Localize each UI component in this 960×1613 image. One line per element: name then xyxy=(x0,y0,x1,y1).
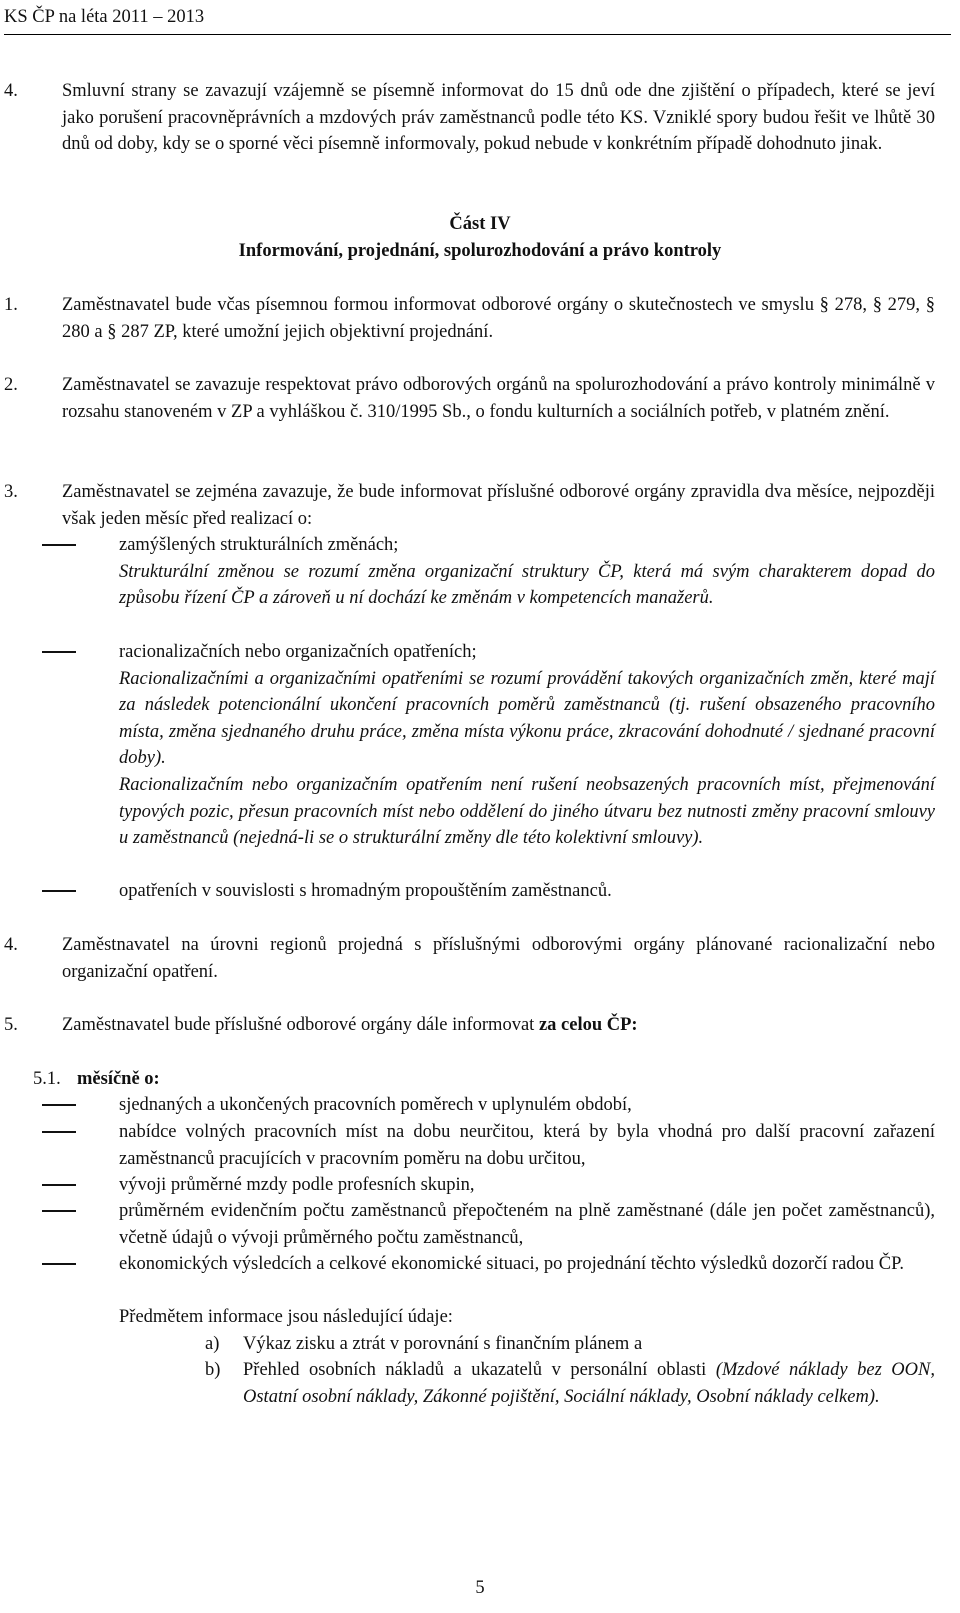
subsection-bullet-4 xyxy=(119,1198,935,1251)
bullet-text: ekonomických výsledcích a celkové ekonomické situaci, po projednání těchto výsledků dozorčí radou ČP. xyxy=(119,1254,905,1274)
bullet-text: racionalizačních nebo organizačních opatřeních; xyxy=(119,642,477,662)
item-b-text: Přehled osobních nákladů a ukazatelů v personální oblasti xyxy=(243,1360,716,1380)
document-header: KS ČP na léta 2011 – 2013 xyxy=(4,7,205,27)
subsection-bullet-2 xyxy=(119,1119,935,1172)
dash-bullet xyxy=(42,1210,76,1212)
paragraph-2-text: Zaměstnavatel se zavazuje respektovat právo odborových orgánů na spolurozhodování a právo kontroly minimálně v rozsahu stanoveném v ZP a vyhláškou č. 310/1995 Sb., o fondu kulturních a sociálních potřeb, v platném znění. xyxy=(62,375,935,422)
bullet-text: sjednaných a ukončených pracovních poměrech v uplynulém období, xyxy=(119,1095,632,1115)
dash-bullet xyxy=(42,1104,76,1106)
section-title: Část IV xyxy=(449,214,511,234)
item-b-italic: (Mzdové náklady bez OON, Ostatní osobní náklady, Zákonné pojištění, Sociální náklady, Osobní náklady celkem). xyxy=(243,1360,935,1407)
dash-bullet xyxy=(42,651,76,653)
bullet-note: Racionalizačním nebo organizačním opatřením není rušení neobsazených pracovních míst, přejmenování typových pozic, přesun pracovních míst nebo oddělení do jiného útvaru bez nutnosti změny pracovní smlouvy u zaměstnanců (nejedná-li se o strukturální změny dle této kolektivní smlouvy). xyxy=(119,774,935,849)
dash-bullet xyxy=(42,544,76,546)
paragraph-4 xyxy=(4,932,935,985)
bullet-text: vývoji průměrné mzdy podle profesních skupin, xyxy=(119,1175,475,1195)
dash-bullet xyxy=(42,1184,76,1186)
section-subtitle: Informování, projednání, spolurozhodování a právo kontroly xyxy=(238,241,722,261)
paragraph-3-bullet-3 xyxy=(119,878,935,905)
header-divider xyxy=(4,34,951,35)
paragraph-1-text: Zaměstnavatel bude včas písemnou formou informovat odborové orgány o skutečnostech ve smyslu § 278, § 279, § 280 a § 287 ZP, které umožní jejich objektivní projednání. xyxy=(62,295,935,342)
paragraph-1-number: 1. xyxy=(4,295,18,315)
subsection-info: Předmětem informace jsou následující údaje: xyxy=(119,1307,453,1327)
dash-bullet xyxy=(42,1131,76,1133)
bullet-text: zamýšlených strukturálních změnách; xyxy=(119,535,399,555)
bullet-text: nabídce volných pracovních míst na dobu neurčitou, která by byla vhodná pro další pracovní zařazení zaměstnanců pracujících v pracovním poměru na dobu určitou, xyxy=(119,1122,935,1169)
bullet-text: průměrném evidenčním počtu zaměstnanců přepočteném na plně zaměstnané (dále jen počet zaměstnanců), včetně údajů o vývoji průměrného počtu zaměstnanců, xyxy=(119,1201,935,1248)
item-a-label: a) xyxy=(205,1334,220,1354)
dash-bullet xyxy=(42,1263,76,1265)
item-a-text: Výkaz zisku a ztrát v porovnání s finančním plánem a xyxy=(243,1334,643,1354)
paragraph-2 xyxy=(4,372,935,425)
paragraph-3-bullet-2 xyxy=(119,639,935,852)
paragraph-4-text: Zaměstnavatel na úrovni regionů projedná s příslušnými odborovými orgány plánované racionalizační nebo organizační opatření. xyxy=(62,935,935,982)
paragraph-3-text: Zaměstnavatel se zejména zavazuje, že bude informovat příslušné odborové orgány zpravidla dva měsíce, nejpozději však jeden měsíc před realizací o: xyxy=(62,482,935,529)
paragraph-5 xyxy=(4,1012,935,1039)
item-b-label: b) xyxy=(205,1360,221,1380)
intro-text: Smluvní strany se zavazují vzájemně se písemně informovat do 15 dnů ode dne zjištění o případech, které se jeví jako porušení pracovněprávních a mzdových práv zaměstnanců podle této KS. Vzniklé spory budou řešit ve lhůtě 30 dnů od doby, kdy se o sporné věci písemně informovaly, pokud nebude v konkrétním případě dohodnuto jinak. xyxy=(62,81,935,155)
paragraph-5-text: Zaměstnavatel bude příslušné odborové orgány dále informovat xyxy=(62,1015,539,1035)
subsection-item-a xyxy=(205,1331,935,1358)
bullet-text: opatřeních v souvislosti s hromadným propouštěním zaměstnanců. xyxy=(119,881,612,901)
subsection-5-1-number: 5.1. xyxy=(33,1069,61,1089)
dash-bullet xyxy=(42,890,76,892)
subsection-bullet-3 xyxy=(119,1172,935,1199)
bullet-note: Strukturální změnou se rozumí změna organizační struktury ČP, která má svým charakterem dopad do způsobu řízení ČP a zároveň u ní dochází ke změnám v kompetencích manažerů. xyxy=(119,561,935,609)
paragraph-3-number: 3. xyxy=(4,482,18,502)
subsection-bullet-5 xyxy=(119,1251,935,1278)
subsection-item-b xyxy=(205,1357,935,1410)
subsection-5-1-label: měsíčně o: xyxy=(77,1069,160,1089)
paragraph-5-bold: za celou ČP: xyxy=(538,1015,638,1035)
paragraph-4-number: 4. xyxy=(4,935,18,955)
paragraph-3 xyxy=(4,479,935,532)
paragraph-2-number: 2. xyxy=(4,375,18,395)
intro-number: 4. xyxy=(4,81,18,101)
paragraph-3-bullet-1 xyxy=(119,532,935,612)
intro-paragraph xyxy=(4,78,935,158)
paragraph-1 xyxy=(4,292,935,345)
page-number: 5 xyxy=(475,1578,485,1598)
bullet-note: Racionalizačními a organizačními opatřeními se rozumí provádění takových organizačních změn, které mají za následek potencionální ukončení pracovních poměrů zaměstnanců (tj. rušení obsazeného pracovního místa, změna sjednaného druhu práce, změna místa výkonu práce, zkracování dohodnuté / sjednané pracovní doby). xyxy=(119,668,935,769)
paragraph-5-number: 5. xyxy=(4,1015,18,1035)
subsection-bullet-1 xyxy=(119,1092,935,1119)
